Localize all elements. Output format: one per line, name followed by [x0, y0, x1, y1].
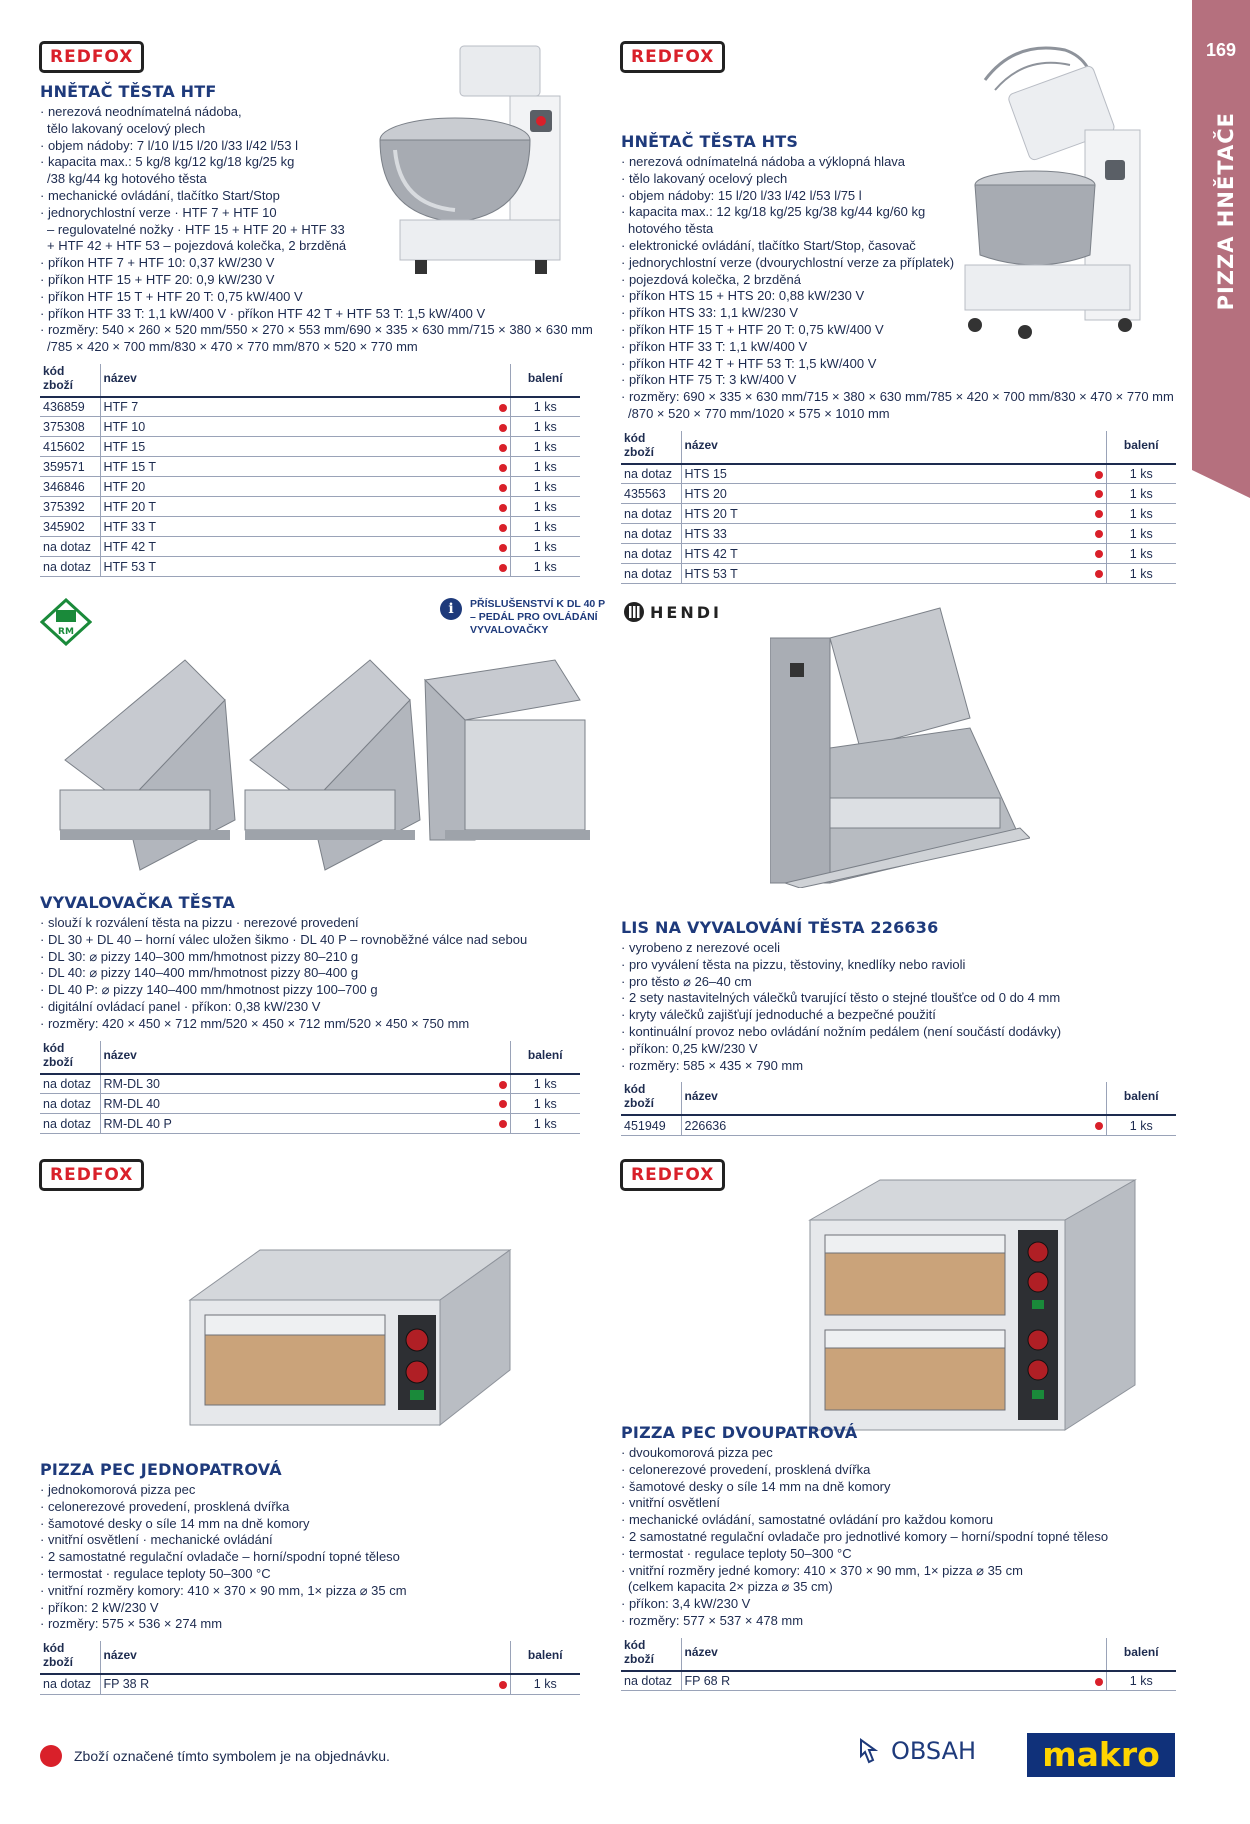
product-name: HTF 10 — [100, 417, 496, 437]
order-symbol-icon — [1095, 530, 1103, 538]
product-code: na dotaz — [621, 504, 681, 524]
order-dot — [1092, 544, 1107, 564]
htf-table — [40, 364, 580, 578]
table-header: kód zboží — [621, 1082, 681, 1115]
product-code: na dotaz — [621, 564, 681, 584]
table-header: název — [681, 1638, 1092, 1671]
package-qty: 1 ks — [1106, 524, 1176, 544]
redfox-logo: REDFOX — [621, 42, 724, 72]
table-header: kód zboží — [40, 1041, 100, 1074]
table-header: kód zboží — [40, 1641, 100, 1674]
order-dot — [1092, 1671, 1107, 1691]
contents-label: OBSAH — [891, 1737, 977, 1765]
feature-item: · vnitřní osvětlení · mechanické ovládání — [40, 1532, 273, 1548]
feature-item: · rozměry: 690 × 335 × 630 mm/715 × 380 × 630 mm/785 × 420 × 700 mm/830 × 470 × 770 mm — [621, 389, 1174, 405]
order-note — [40, 1745, 390, 1767]
makro-logo: makro — [1027, 1733, 1175, 1777]
product-name: HTS 42 T — [681, 544, 1092, 564]
table-header — [496, 1041, 511, 1074]
feature-item: · jednokomorová pizza pec — [40, 1482, 196, 1497]
feature-item: · příkon HTF 15 T + HTF 20 T: 0,75 kW/400 V — [40, 288, 303, 304]
order-dot — [496, 437, 511, 457]
vyvalovacka-title: VYVALOVAČKA TĚSTA — [40, 893, 236, 912]
table-header: název — [100, 364, 496, 397]
order-symbol-icon — [499, 464, 507, 472]
dough-sheeters-image — [45, 640, 590, 890]
chapter-label: PIZZA HNĚTAČE — [1214, 112, 1238, 311]
accessory-note-text: PŘÍSLUŠENSTVÍ K DL 40 P – PEDÁL PRO OVLÁDÁNÍ VYVALOVAČKY — [470, 598, 606, 636]
hts-mixer-image — [955, 40, 1155, 350]
pec2-features — [621, 1445, 1181, 1630]
order-symbol-icon — [1095, 570, 1103, 578]
feature-item: · příkon: 3,4 kW/230 V — [621, 1596, 751, 1612]
feature-item: · kapacita max.: 12 kg/18 kg/25 kg/38 kg/44 kg/60 kg — [621, 204, 926, 220]
pec1-title: PIZZA PEC JEDNOPATROVÁ — [40, 1460, 282, 1479]
feature-item: · nerezová neodnímatelná nádoba, — [40, 104, 242, 119]
product-code: 435563 — [621, 484, 681, 504]
feature-item: (celkem kapacita 2× pizza ⌀ 35 cm) — [628, 1579, 833, 1595]
table-header: balení — [510, 1041, 580, 1074]
feature-item: · příkon HTF 33 T: 1,1 kW/400 V — [621, 338, 808, 354]
feature-item: · DL 40 P: ⌀ pizzy 140–400 mm/hmotnost pizzy 100–700 g — [40, 982, 378, 998]
feature-item: · objem nádoby: 15 l/20 l/33 l/42 l/53 l/75 l — [621, 187, 862, 203]
order-symbol-icon — [499, 1081, 507, 1089]
product-name: HTF 20 — [100, 477, 496, 497]
feature-item: · 2 sety nastavitelných válečků tvarující těsto o stejné tloušťce od 0 do 4 mm — [621, 990, 1061, 1006]
feature-item: · objem nádoby: 7 l/10 l/15 l/20 l/33 l/42 l/53 l — [40, 137, 298, 153]
order-dot — [496, 397, 511, 417]
order-symbol-icon — [1095, 471, 1103, 479]
table-row — [621, 544, 1176, 564]
pec1-logo — [40, 1160, 143, 1190]
table-header: název — [100, 1641, 496, 1674]
feature-item: · nerezová odnímatelná nádoba a výklopná hlava — [621, 154, 906, 169]
feature-item: · rozměry: 577 × 537 × 478 mm — [621, 1612, 804, 1628]
pec2-logo — [621, 1160, 724, 1190]
feature-item: · příkon HTF 33 T: 1,1 kW/400 V · příkon HTF 42 T + HTF 53 T: 1,5 kW/400 V — [40, 305, 486, 321]
feature-item: · mechanické ovládání, samostatné ovládání pro každou komoru — [621, 1512, 994, 1528]
pec2-section — [621, 1423, 1181, 1691]
accessory-note — [440, 598, 605, 637]
product-code: 375392 — [40, 497, 100, 517]
product-code: na dotaz — [40, 1094, 100, 1114]
product-name: HTS 53 T — [681, 564, 1092, 584]
feature-item: · příkon: 2 kW/230 V — [40, 1599, 159, 1615]
product-code: na dotaz — [621, 464, 681, 484]
feature-item: · DL 40: ⌀ pizzy 140–400 mm/hmotnost pizzy 80–400 g — [40, 965, 359, 981]
order-symbol-icon — [499, 524, 507, 532]
table-header — [496, 1641, 511, 1674]
table-row — [40, 537, 580, 557]
table-header — [1092, 1638, 1107, 1671]
table-row — [621, 464, 1176, 484]
order-dot — [1092, 504, 1107, 524]
package-qty: 1 ks — [510, 437, 580, 457]
feature-item: · digitální ovládací panel · příkon: 0,38 kW/230 V — [40, 998, 321, 1014]
feature-item: · příkon HTF 15 T + HTF 20 T: 0,75 kW/400 V — [621, 321, 884, 337]
product-name: HTS 20 — [681, 484, 1092, 504]
table-row — [40, 477, 580, 497]
feature-item: – regulovatelné nožky · HTF 15 + HTF 20 + HTF 33 — [47, 221, 345, 237]
feature-item: · rozměry: 420 × 450 × 712 mm/520 × 450 × 712 mm/520 × 450 × 750 mm — [40, 1015, 470, 1031]
feature-item: · šamotové desky o síle 14 mm na dně komory — [40, 1515, 310, 1531]
feature-item: · pro vyválení těsta na pizzu, těstoviny, knedlíky nebo ravioli — [621, 956, 966, 972]
table-header: kód zboží — [40, 364, 100, 397]
feature-item: tělo lakovaný ocelový plech — [47, 120, 206, 136]
svg-text:HENDI: HENDI — [650, 603, 722, 622]
contents-link[interactable] — [855, 1736, 976, 1766]
table-header: balení — [510, 1641, 580, 1674]
hts-table — [621, 431, 1176, 585]
product-name: HTF 33 T — [100, 517, 496, 537]
pec2-table — [621, 1638, 1176, 1692]
hendi-logo — [622, 600, 732, 635]
order-symbol-icon — [40, 1745, 62, 1767]
feature-item: · příkon HTF 75 T: 3 kW/400 V — [621, 372, 797, 388]
feature-item: · kontinuální provoz nebo ovládání nožním pedálem (není součástí dodávky) — [621, 1023, 1062, 1039]
table-row — [40, 517, 580, 537]
feature-item: + HTF 42 + HTF 53 – pojezdová kolečka, 2 brzděná — [47, 238, 347, 254]
package-qty: 1 ks — [510, 457, 580, 477]
package-qty: 1 ks — [510, 497, 580, 517]
htf-title: HNĚTAČ TĚSTA HTF — [40, 82, 217, 101]
product-name: 226636 — [681, 1115, 1092, 1135]
vyvalovacka-section — [40, 893, 600, 1134]
table-row — [40, 1674, 580, 1694]
feature-item: · kryty válečků zajišťují jednoduché a bezpečné použití — [621, 1007, 936, 1023]
svg-text:RM: RM — [58, 627, 74, 637]
product-code: na dotaz — [40, 1114, 100, 1134]
order-dot — [496, 497, 511, 517]
product-code: na dotaz — [621, 524, 681, 544]
lis-title: LIS NA VYVALOVÁNÍ TĚSTA 226636 — [621, 918, 939, 937]
order-dot — [496, 537, 511, 557]
order-dot — [496, 517, 511, 537]
lis-features — [621, 940, 1181, 1074]
table-header: balení — [1106, 1638, 1176, 1671]
package-qty: 1 ks — [1106, 564, 1176, 584]
product-code: na dotaz — [621, 544, 681, 564]
feature-item: · celonerezové provedení, prosklená dvířka — [40, 1498, 290, 1514]
order-dot — [496, 477, 511, 497]
chapter-tab — [1192, 0, 1250, 470]
table-row — [40, 417, 580, 437]
vyvalovacka-table — [40, 1041, 580, 1135]
product-code: 415602 — [40, 437, 100, 457]
package-qty: 1 ks — [1106, 1671, 1176, 1691]
order-dot — [496, 417, 511, 437]
table-header — [1092, 1082, 1107, 1115]
feature-item: · tělo lakovaný ocelový plech — [621, 170, 788, 186]
order-dot — [1092, 1115, 1107, 1135]
product-code: 375308 — [40, 417, 100, 437]
product-name: HTS 15 — [681, 464, 1092, 484]
product-code: na dotaz — [40, 1074, 100, 1094]
pizza-oven-single-image — [180, 1240, 520, 1430]
feature-item: · vyrobeno z nerezové oceli — [621, 940, 780, 955]
table-row — [621, 1115, 1176, 1135]
feature-item: · příkon HTF 15 + HTF 20: 0,9 kW/230 V — [40, 271, 275, 287]
order-dot — [496, 1094, 511, 1114]
product-code: 345902 — [40, 517, 100, 537]
order-dot — [1092, 464, 1107, 484]
order-symbol-icon — [1095, 510, 1103, 518]
feature-item: · jednorychlostní verze (dvourychlostní verze za příplatek) — [621, 254, 955, 270]
order-symbol-icon — [499, 484, 507, 492]
table-row — [621, 564, 1176, 584]
feature-item: · příkon HTF 7 + HTF 10: 0,37 kW/230 V — [40, 255, 275, 271]
feature-item: · příkon HTS 15 + HTS 20: 0,88 kW/230 V — [621, 288, 865, 304]
redfox-logo: REDFOX — [40, 42, 143, 72]
feature-item: · pro těsto ⌀ 26–40 cm — [621, 973, 752, 989]
table-row — [40, 1074, 580, 1094]
table-header — [496, 364, 511, 397]
package-qty: 1 ks — [510, 1674, 580, 1694]
order-symbol-icon — [499, 1100, 507, 1108]
order-dot — [496, 457, 511, 477]
feature-item: /785 × 420 × 700 mm/830 × 470 × 770 mm/870 × 520 × 770 mm — [47, 339, 418, 355]
order-symbol-icon — [499, 424, 507, 432]
order-note-text: Zboží označené tímto symbolem je na objednávku. — [74, 1748, 390, 1764]
feature-item: · elektronické ovládání, tlačítko Start/Stop, časovač — [621, 237, 916, 253]
product-name: RM-DL 40 — [100, 1094, 496, 1114]
table-header: název — [681, 431, 1092, 464]
product-name: RM-DL 30 — [100, 1074, 496, 1094]
product-code: na dotaz — [40, 1674, 100, 1694]
table-header: název — [100, 1041, 496, 1074]
redfox-logo: REDFOX — [621, 1160, 724, 1190]
table-row — [40, 397, 580, 417]
page-number: 169 — [1205, 40, 1236, 60]
feature-item: · 2 samostatné regulační ovladače pro jednotlivé komory – horní/spodní topné těleso — [621, 1528, 1109, 1544]
table-row — [40, 497, 580, 517]
table-row — [40, 1094, 580, 1114]
feature-item: · příkon HTS 33: 1,1 kW/230 V — [621, 305, 799, 321]
order-symbol-icon — [499, 404, 507, 412]
package-qty: 1 ks — [1106, 1115, 1176, 1135]
feature-item: · termostat · regulace teploty 50–300 °C — [40, 1565, 271, 1581]
product-name: HTF 20 T — [100, 497, 496, 517]
table-header: kód zboží — [621, 1638, 681, 1671]
product-name: HTF 15 — [100, 437, 496, 457]
product-name: FP 38 R — [100, 1674, 496, 1694]
order-symbol-icon — [499, 544, 507, 552]
feature-item: · vnitřní osvětlení — [621, 1495, 720, 1511]
order-dot — [496, 1114, 511, 1134]
table-row — [621, 504, 1176, 524]
hts-title: HNĚTAČ TĚSTA HTS — [621, 132, 799, 151]
package-qty: 1 ks — [1106, 484, 1176, 504]
table-header: balení — [510, 364, 580, 397]
order-symbol-icon — [499, 444, 507, 452]
product-name: HTS 33 — [681, 524, 1092, 544]
feature-item: · dvoukomorová pizza pec — [621, 1445, 773, 1460]
product-name: HTF 15 T — [100, 457, 496, 477]
table-row — [40, 437, 580, 457]
product-name: FP 68 R — [681, 1671, 1092, 1691]
product-name: HTF 42 T — [100, 537, 496, 557]
feature-item: · slouží k rozválení těsta na pizzu · nerezové provedení — [40, 915, 359, 930]
feature-item: · jednorychlostní verze · HTF 7 + HTF 10 — [40, 204, 277, 220]
pizza-oven-double-image — [800, 1170, 1140, 1440]
order-dot — [1092, 484, 1107, 504]
order-symbol-icon — [499, 1681, 507, 1689]
table-header: kód zboží — [621, 431, 681, 464]
order-dot — [496, 557, 511, 577]
feature-item: · termostat · regulace teploty 50–300 °C — [621, 1545, 852, 1561]
order-symbol-icon — [499, 1120, 507, 1128]
product-code: 436859 — [40, 397, 100, 417]
feature-item: · vnitřní rozměry komory: 410 × 370 × 90 mm, 1× pizza ⌀ 35 cm — [40, 1582, 407, 1598]
package-qty: 1 ks — [510, 557, 580, 577]
feature-item: · rozměry: 585 × 435 × 790 mm — [621, 1057, 804, 1073]
feature-item: · příkon HTF 42 T + HTF 53 T: 1,5 kW/400 V — [621, 355, 877, 371]
product-code: 451949 — [621, 1115, 681, 1135]
table-row — [621, 484, 1176, 504]
product-code: 359571 — [40, 457, 100, 477]
product-code: na dotaz — [621, 1671, 681, 1691]
table-row — [40, 457, 580, 477]
htf-mixer-image — [360, 40, 580, 300]
order-symbol-icon — [499, 504, 507, 512]
info-icon: i — [440, 598, 462, 620]
package-qty: 1 ks — [510, 1094, 580, 1114]
pec1-section — [40, 1460, 600, 1695]
feature-item: /870 × 520 × 770 mm/1020 × 575 × 1010 mm — [628, 405, 890, 421]
feature-item: hotového těsta — [628, 221, 714, 237]
table-row — [621, 1671, 1176, 1691]
order-dot — [496, 1074, 511, 1094]
pec1-features — [40, 1482, 600, 1633]
feature-item: · pojezdová kolečka, 2 brzděná — [621, 271, 801, 287]
table-row — [40, 1114, 580, 1134]
order-symbol-icon — [1095, 490, 1103, 498]
table-header: balení — [1106, 1082, 1176, 1115]
product-name: HTF 7 — [100, 397, 496, 417]
package-qty: 1 ks — [1106, 504, 1176, 524]
feature-item: · mechanické ovládání, tlačítko Start/Stop — [40, 187, 280, 203]
product-name: HTS 20 T — [681, 504, 1092, 524]
product-code: 346846 — [40, 477, 100, 497]
table-header: balení — [1106, 431, 1176, 464]
order-dot — [496, 1674, 511, 1694]
order-symbol-icon — [499, 564, 507, 572]
feature-item: · příkon: 0,25 kW/230 V — [621, 1040, 758, 1056]
order-symbol-icon — [1095, 1678, 1103, 1686]
vyvalovacka-features — [40, 915, 600, 1033]
table-header — [1092, 431, 1107, 464]
feature-item: · kapacita max.: 5 kg/8 kg/12 kg/18 kg/25 kg — [40, 154, 295, 170]
order-symbol-icon — [1095, 1122, 1103, 1130]
package-qty: 1 ks — [1106, 464, 1176, 484]
feature-item: · rozměry: 575 × 536 × 274 mm — [40, 1616, 223, 1632]
package-qty: 1 ks — [510, 397, 580, 417]
table-row — [621, 524, 1176, 544]
table-header: název — [681, 1082, 1092, 1115]
package-qty: 1 ks — [510, 477, 580, 497]
lis-section — [621, 918, 1181, 1136]
product-code: na dotaz — [40, 537, 100, 557]
package-qty: 1 ks — [1106, 544, 1176, 564]
feature-item: · šamotové desky o síle 14 mm na dně komory — [621, 1478, 891, 1494]
lis-table — [621, 1082, 1176, 1136]
feature-item: /38 kg/44 kg hotového těsta — [47, 171, 207, 187]
order-dot — [1092, 564, 1107, 584]
pec1-table — [40, 1641, 580, 1695]
order-symbol-icon — [1095, 550, 1103, 558]
package-qty: 1 ks — [510, 1074, 580, 1094]
feature-item: · rozměry: 540 × 260 × 520 mm/550 × 270 × 553 mm/690 × 335 × 630 mm/715 × 380 × 630 mm — [40, 322, 593, 338]
product-name: RM-DL 40 P — [100, 1114, 496, 1134]
package-qty: 1 ks — [510, 1114, 580, 1134]
feature-item: · vnitřní rozměry jedné komory: 410 × 370 × 90 mm, 1× pizza ⌀ 35 cm — [621, 1562, 1023, 1578]
redfox-logo: REDFOX — [40, 1160, 143, 1190]
feature-item: · celonerezové provedení, prosklená dvířka — [621, 1461, 871, 1477]
feature-item: · 2 samostatné regulační ovladače – horní/spodní topné těleso — [40, 1549, 400, 1565]
order-dot — [1092, 524, 1107, 544]
table-row — [40, 557, 580, 577]
product-name: HTF 53 T — [100, 557, 496, 577]
hand-pointer-icon — [855, 1736, 885, 1766]
feature-item: · DL 30: ⌀ pizzy 140–300 mm/hmotnost pizzy 80–210 g — [40, 948, 359, 964]
dough-press-image — [770, 598, 1030, 888]
package-qty: 1 ks — [510, 417, 580, 437]
pec2-title: PIZZA PEC DVOUPATROVÁ — [621, 1423, 858, 1442]
product-code: na dotaz — [40, 557, 100, 577]
package-qty: 1 ks — [510, 517, 580, 537]
package-qty: 1 ks — [510, 537, 580, 557]
feature-item: · DL 30 + DL 40 – horní válec uložen šikmo · DL 40 P – rovnoběžné válce nad sebou — [40, 931, 528, 947]
